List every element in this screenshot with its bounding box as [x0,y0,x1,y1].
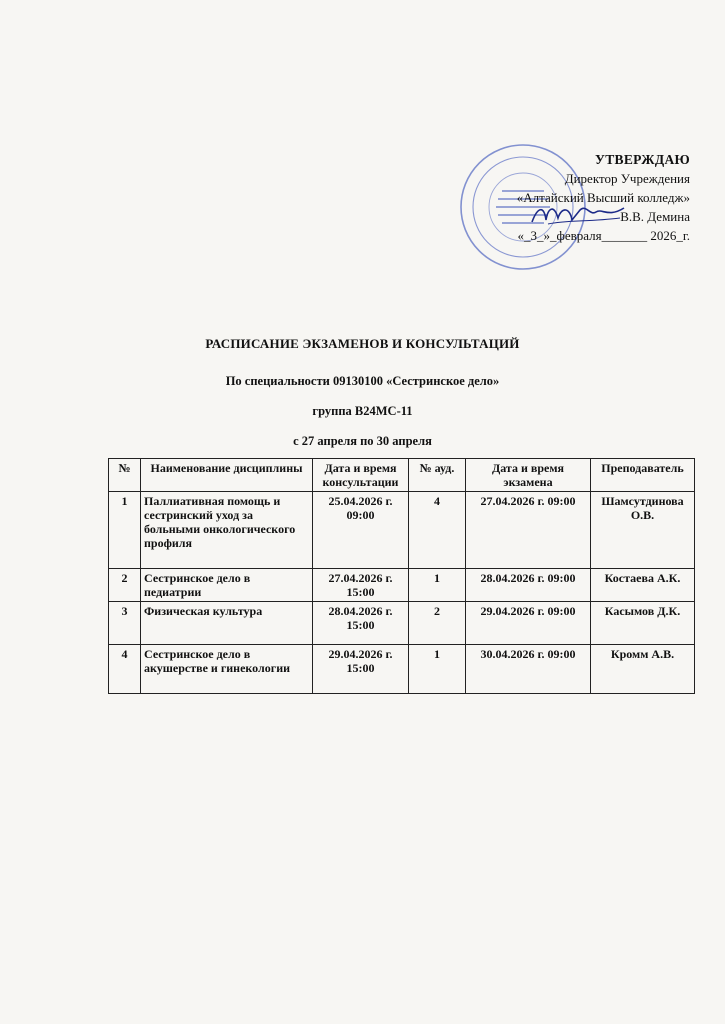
cell-consultation: 29.04.2026 г. 15:00 [313,645,409,694]
header-room: № ауд. [409,459,466,492]
cell-exam: 29.04.2026 г. 09:00 [466,602,591,645]
specialty-line: По специальности 09130100 «Сестринское дело» [225,374,500,388]
table-row [109,492,695,569]
cell-room: 1 [409,569,466,602]
cell-exam: 27.04.2026 г. 09:00 [466,492,591,569]
table-row [109,569,695,602]
header-consultation: Дата и время консультации [313,459,409,492]
header-exam: Дата и время экзамена [466,459,591,492]
cell-discipline: Сестринское дело в педиатрии [141,569,313,602]
cell-num: 3 [109,602,141,645]
cell-teacher: Касымов Д.К. [591,602,695,645]
cell-num: 2 [109,569,141,602]
cell-consultation: 25.04.2026 г. 09:00 [313,492,409,569]
header-discipline: Наименование дисциплины [141,459,313,492]
cell-room: 4 [409,492,466,569]
cell-discipline: Сестринское дело в акушерстве и гинекологии [141,645,313,694]
table-row [109,645,695,694]
document-title: РАСПИСАНИЕ ЭКЗАМЕНОВ И КОНСУЛЬТАЦИЙ [205,336,520,351]
approval-organization: «Алтайский Высший колледж» [516,190,690,205]
cell-exam: 28.04.2026 г. 09:00 [466,569,591,602]
cell-room: 2 [409,602,466,645]
approval-director-name: В.В. Демина [620,209,690,224]
header-teacher: Преподаватель [591,459,695,492]
cell-room: 1 [409,645,466,694]
cell-discipline: Паллиативная помощь и сестринский уход за больными онкологического профиля [141,492,313,569]
cell-discipline: Физическая культура [141,602,313,645]
schedule-table [108,458,695,694]
cell-teacher: Костаева А.К. [591,569,695,602]
cell-teacher: Шамсутдинова О.В. [591,492,695,569]
approval-title: УТВЕРЖДАЮ [595,152,690,167]
cell-exam: 30.04.2026 г. 09:00 [466,645,591,694]
approval-date: «_3_»_февраля_______ 2026_г. [517,228,690,243]
cell-num: 1 [109,492,141,569]
cell-num: 4 [109,645,141,694]
cell-consultation: 28.04.2026 г. 15:00 [313,602,409,645]
table-row [109,602,695,645]
approval-position: Директор Учреждения [564,171,690,186]
group-line: группа В24МС-11 [312,404,413,418]
cell-teacher: Кромм А.В. [591,645,695,694]
date-range-line: с 27 апреля по 30 апреля [293,434,432,448]
table-header-row [109,459,695,492]
cell-consultation: 27.04.2026 г. 15:00 [313,569,409,602]
header-num: № [109,459,141,492]
director-signature [528,198,628,230]
